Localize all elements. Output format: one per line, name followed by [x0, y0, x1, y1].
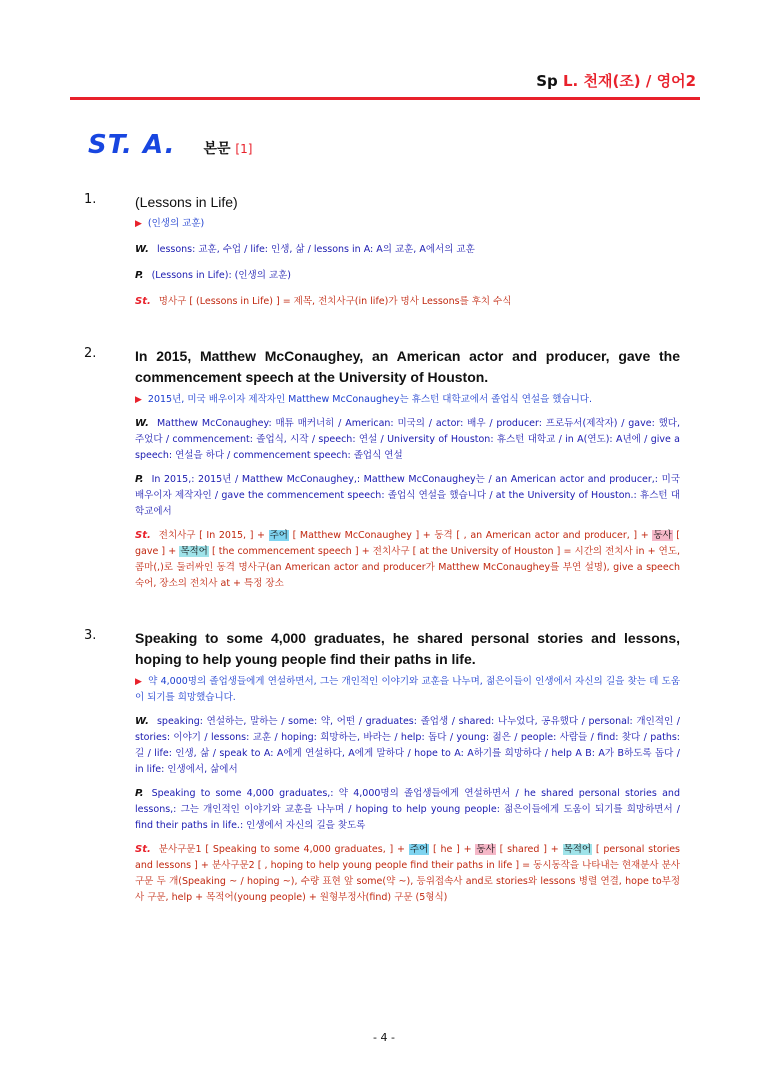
subject-tag: 주어 [409, 844, 429, 855]
w-label: W. [135, 716, 149, 727]
header-prefix: Sp [536, 72, 558, 90]
english-sentence: Speaking to some 4,000 graduates, he shared personal stories and lessons, hoping to help young people find their paths in life. [135, 630, 680, 667]
structure-part: 분사구문1 [ Speaking to some 4,000 graduates, ] + [158, 844, 409, 855]
header-title [536, 70, 696, 91]
subject-tag: 주어 [269, 530, 288, 541]
st-label: St. [135, 296, 151, 307]
translation-text: 2015년, 미국 배우이자 제작자인 Matthew McConaughey는 휴스턴 대학교에서 졸업식 연설을 했습니다. [147, 394, 592, 405]
verb-tag: 동사 [653, 530, 672, 541]
object-tag: 목적어 [180, 546, 208, 557]
st-label: St. [135, 844, 151, 855]
translation-line [135, 392, 680, 408]
triangle-icon: ▶ [135, 677, 143, 687]
structure-part: [ shared ] + [495, 844, 563, 855]
translation-line [135, 674, 680, 706]
structure-plain: 명사구 [ (Lessons in Life) ] = [158, 296, 294, 307]
phrase-text: Speaking to some 4,000 graduates,: 약 4,000명의 졸업생들에게 연설하면서 / he shared personal stories and lessons,: 그는 개인적인 이야기와 교훈을 나누며 / hoping to help young people: 젊은이들에게 도움이 되기를 희망하면서 / find their paths in life.: 인생에서 자신의 길을 찾도록 [135, 788, 680, 831]
item-body [135, 628, 680, 906]
object-tag: 목적어 [563, 844, 592, 855]
p-label: P. [135, 474, 144, 485]
phrase-line [135, 472, 680, 520]
section-title-text: 본문 [203, 141, 231, 157]
structure-part: [ gave ] + [135, 530, 680, 557]
words-line [135, 416, 680, 464]
triangle-icon: ▶ [135, 395, 142, 405]
header-lesson: L. 천재(조) / 영어2 [563, 72, 696, 90]
structure-note: 시간의 전치사 in + 연도, 콤마(,)로 둘러싸인 동격 명사구(an American actor and producer가 Matthew McConaughey를 부연 설명), give a speech 숙어, 장소의 전치사 at + 특정 장소 [135, 546, 681, 589]
words-text: lessons: 교훈, 수업 / life: 인생, 삶 / lessons in A: A의 교훈, A에서의 교훈 [156, 244, 475, 255]
phrase-text: In 2015,: 2015년 / Matthew McConaughey,: Matthew McConaughey는 / an American actor and producer,: 미국 배우이자 제작자인 / gave the commencement speech: 졸업식 연설을 했습니다 / at the University of Houston.: 휴스턴 대학교에서 [135, 474, 680, 517]
verb-tag: 동사 [476, 844, 495, 855]
phrase-line [135, 268, 680, 284]
translation-text: (인생의 교훈) [147, 218, 205, 229]
structure-part: 전치사구 [ In 2015, ] + [158, 530, 269, 541]
structure-note: 동시동작을 나타내는 현재분사 분사구문 두 개(Speaking ~ / hoping ~), 수량 표현 앞 some(약 ~), 등위접속사 and로 stories와 lessons 병렬 연결, hope to부정사 구문, help + 목적어(young people) + 원형부정사(find) 구문 (5형식) [135, 860, 680, 903]
phrase-text: (Lessons in Life): (인생의 교훈) [151, 270, 291, 281]
item-number: 3. [84, 628, 97, 643]
w-label: W. [135, 244, 149, 255]
item-body [135, 192, 680, 310]
structure-part: [ personal stories and lessons ] + 분사구문2 [ , hoping to help young people find their paths in life ] = [135, 844, 681, 871]
header-rule [70, 97, 700, 100]
triangle-icon: ▶ [135, 219, 142, 229]
st-label: St. [135, 530, 151, 541]
structure-note: 제목, 전치사구(in life)가 명사 Lessons를 후치 수식 [293, 296, 512, 307]
structure-part: [ the commencement speech ] + 전치사구 [ at the University of Houston ] = [208, 546, 575, 557]
page-number: - 4 - [373, 1031, 395, 1044]
item-number: 1. [84, 192, 97, 207]
w-label: W. [135, 418, 149, 429]
item-body [135, 346, 680, 592]
phrase-line [135, 786, 680, 834]
english-sentence: In 2015, Matthew McConaughey, an American actor and producer, gave the commencement speech at the University of Houston. [135, 348, 680, 385]
item-number: 2. [84, 346, 97, 361]
structure-part: [ Matthew McConaughey ] + 동격 [ , an American actor and producer, ] + [288, 530, 653, 541]
section-title [203, 138, 252, 158]
section-number: [1] [235, 142, 253, 156]
structure-line [135, 294, 680, 310]
structure-line [135, 842, 680, 906]
structure-line [135, 528, 680, 592]
p-label: P. [135, 788, 144, 799]
words-text: Matthew McConaughey: 매튜 매커너히 / American: 미국의 / actor: 배우 / producer: 프로듀서(제작자) / gave: 했다, 주었다 / commencement: 졸업식, 시작 / speech: 연설 / University of Houston: 휴스턴 대학교 / in A(연도): A년에 / give a speech: 연설을 하다 / commencement speech: 졸업식 연설 [135, 418, 680, 461]
words-line [135, 714, 680, 778]
words-line [135, 242, 680, 258]
p-label: P. [135, 270, 144, 281]
translation-line [135, 216, 680, 232]
section-heading [88, 130, 252, 160]
section-code: ST. A. [88, 130, 176, 160]
translation-text: 약 4,000명의 졸업생들에게 연설하면서, 그는 개인적인 이야기와 교훈을 나누며, 젊은이들이 인생에서 자신의 길을 찾는 데 도움이 되기를 희망했습니다. [135, 676, 680, 703]
structure-part: [ he ] + [429, 844, 476, 855]
words-text: speaking: 연설하는, 말하는 / some: 약, 어떤 / graduates: 졸업생 / shared: 나누었다, 공유했다 / personal: 개인적인 / stories: 이야기 / lessons: 교훈 / hoping: 희망하는, 바라는 / help: 돕다 / young: 젊은 / people: 사람들 / find: 찾다 / paths: 길 / life: 인생, 삶 / speak to A: A에게 연설하다, A에게 말하다 / hope to A: A하기를 희망하다 / help A B: A가 B하도록 돕다 / in life: 인생에서, 삶에서 [135, 716, 680, 775]
english-sentence: (Lessons in Life) [135, 194, 238, 210]
